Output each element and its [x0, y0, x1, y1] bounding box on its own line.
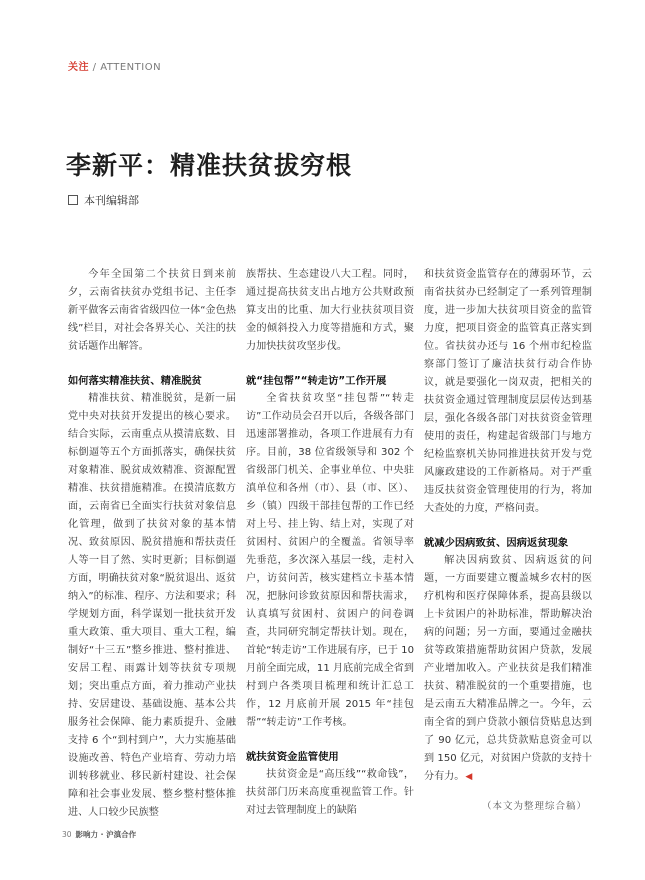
- byline: [68, 192, 139, 208]
- paragraph: [424, 552, 592, 786]
- paragraph: 全省扶贫攻坚“挂包帮”“转走访”工作动员会召开以后，各级各部门迅速部署推动，各项工作进展有力有序。目前，38 位省级领导和 302 个省级部门机关、企事业单位、中央驻滇单位和各州（市）、县（市、区）、乡（镇）四级干部挂包帮的工作已经对上号、挂上钩、结上对，实现了对贫困村、贫困户的全覆盖。省领导率先垂范，多次深入基层一线，走村入户，访贫问苦，核实建档立卡基本情况，把脉问诊致贫原因和帮扶需求，认真填写贫困村、贫困户的问卷调查，共同研究制定帮扶计划。现在，首轮“转走访”工作进展有序，已于 10 月前全面完成，11 月底前完成全省到村到户各类项目梳理和统计汇总工作，12 月底前开展 2015 年“挂包帮”“转走访”工作考核。: [246, 393, 414, 728]
- spacer: [246, 732, 414, 748]
- section-heading: 如何落实精准扶贫、精准脱贫: [68, 375, 202, 387]
- article-column-3: [424, 266, 592, 786]
- section-tag: [68, 58, 161, 73]
- section-heading: 就扶贫资金监管使用: [246, 751, 339, 763]
- section-heading: 就减少因病致贫、因病返贫现象: [424, 537, 569, 549]
- section-separator: /: [89, 62, 101, 73]
- paragraph-text: 解决因病致贫、因病返贫的问题，一方面要建立覆盖城乡农村的医疗机构和医疗保障体系，提高县级以上卡贫困户的补助标准，帮助解决治病的问题；另一方面，要通过金融扶贫等政策措施帮助贫困户贷款，发展产业增加收入。产业扶贫是我们精准扶贫、精准脱贫的一个重要措施，也是云南五大精准品牌之一。今年，云南全省的到户贷款小额信贷贴息达到了 90 亿元，总共贷款贴息资金可以到 150 亿元，对贫困户贷款的支持十分有力。: [424, 555, 592, 782]
- square-icon: [68, 195, 78, 205]
- paragraph: 今年全国第二个扶贫日到来前夕，云南省扶贫办党组书记、主任李新平做客云南省省级四位一体“金色热线”栏目，对社会各界关心、关注的扶贫话题作出解答。: [68, 269, 236, 352]
- page-number: 30: [62, 830, 72, 839]
- page-footer: [62, 829, 136, 840]
- article-title: 李新平：精准扶贫拔穷根: [66, 151, 353, 180]
- spacer: [68, 356, 236, 372]
- source-note: （本文为整理综合稿）: [482, 801, 588, 812]
- spacer: [424, 518, 592, 534]
- end-mark-icon: ◀: [465, 772, 473, 782]
- paragraph: 精准扶贫、精准脱贫，是新一届党中央对扶贫开发提出的核心要求。结合实际，云南重点从摸清底数、目标倒逼等五个方面抓落实，确保扶贫对象精准、脱贫成效精准、资源配置精准、扶贫措施精准。在摸清底数方面，云南省已全面实行扶贫对象信息化管理，做到了扶贫对象的基本情况、致贫原因、脱贫措施和帮扶责任人等一目了然、实时更新；目标倒逼方面，明确扶贫对象“脱贫退出、返贫纳入”的标准、程序、方法和要求；科学规划方面，科学谋划一批扶贫开发重大政策、重大项目、重大工程，编制好“十三五”整乡推进、整村推进、安居工程、雨露计划等扶贫专项规划；突出重点方面，着力推动产业扶持、安居建设、基础设施、基本公共服务社会保障、能力素质提升、金融支持 6 个“到村到户”，大力实施基础设施改善、特色产业培育、劳动力培训转移就业、移民新村建设、社会保障和社会事业发展、整乡整村整体推进、人口较少民族整: [68, 393, 236, 818]
- article-column-2: [246, 266, 414, 820]
- section-label-en: ATTENTION: [100, 62, 162, 73]
- spacer: [246, 356, 414, 372]
- article-column-1: [68, 266, 236, 822]
- paragraph: 和扶贫资金监管存在的薄弱环节，云南省扶贫办已经制定了一系列管理制度，进一步加大扶贫项目资金的监管力度，把项目资金的监管真正落实到位。省扶贫办还与 16 个州市纪检监察部门签订了廉洁扶贫行动合作协议，就是要强化一岗双责，把相关的扶贫资金通过管理制度层层传达到基层，强化各级各部门对扶贫资金管理使用的责任，构建起省级部门与地方纪检监察机关协同推进扶贫开发与党风廉政建设的工作新格局。对于严重违反扶贫资金管理使用的行为，将加大查处的力度，严格问责。: [424, 269, 592, 514]
- byline-author: 本刊编辑部: [84, 194, 139, 207]
- publication-name: 影响力 · 沪滇合作: [75, 830, 137, 839]
- paragraph: 扶贫资金是“高压线”“救命钱”，扶贫部门历来高度重视监管工作。针对过去管理制度上的缺陷: [246, 769, 414, 816]
- paragraph: 族帮扶、生态建设八大工程。同时，通过提高扶贫支出占地方公共财政预算支出的比重、加大行业扶贫项目资金的倾斜投入力度等措施和方式，聚力加快扶贫攻坚步伐。: [246, 269, 414, 352]
- section-label-cn: 关注: [68, 62, 89, 73]
- section-heading: 就“挂包帮”“转走访”工作开展: [246, 375, 387, 387]
